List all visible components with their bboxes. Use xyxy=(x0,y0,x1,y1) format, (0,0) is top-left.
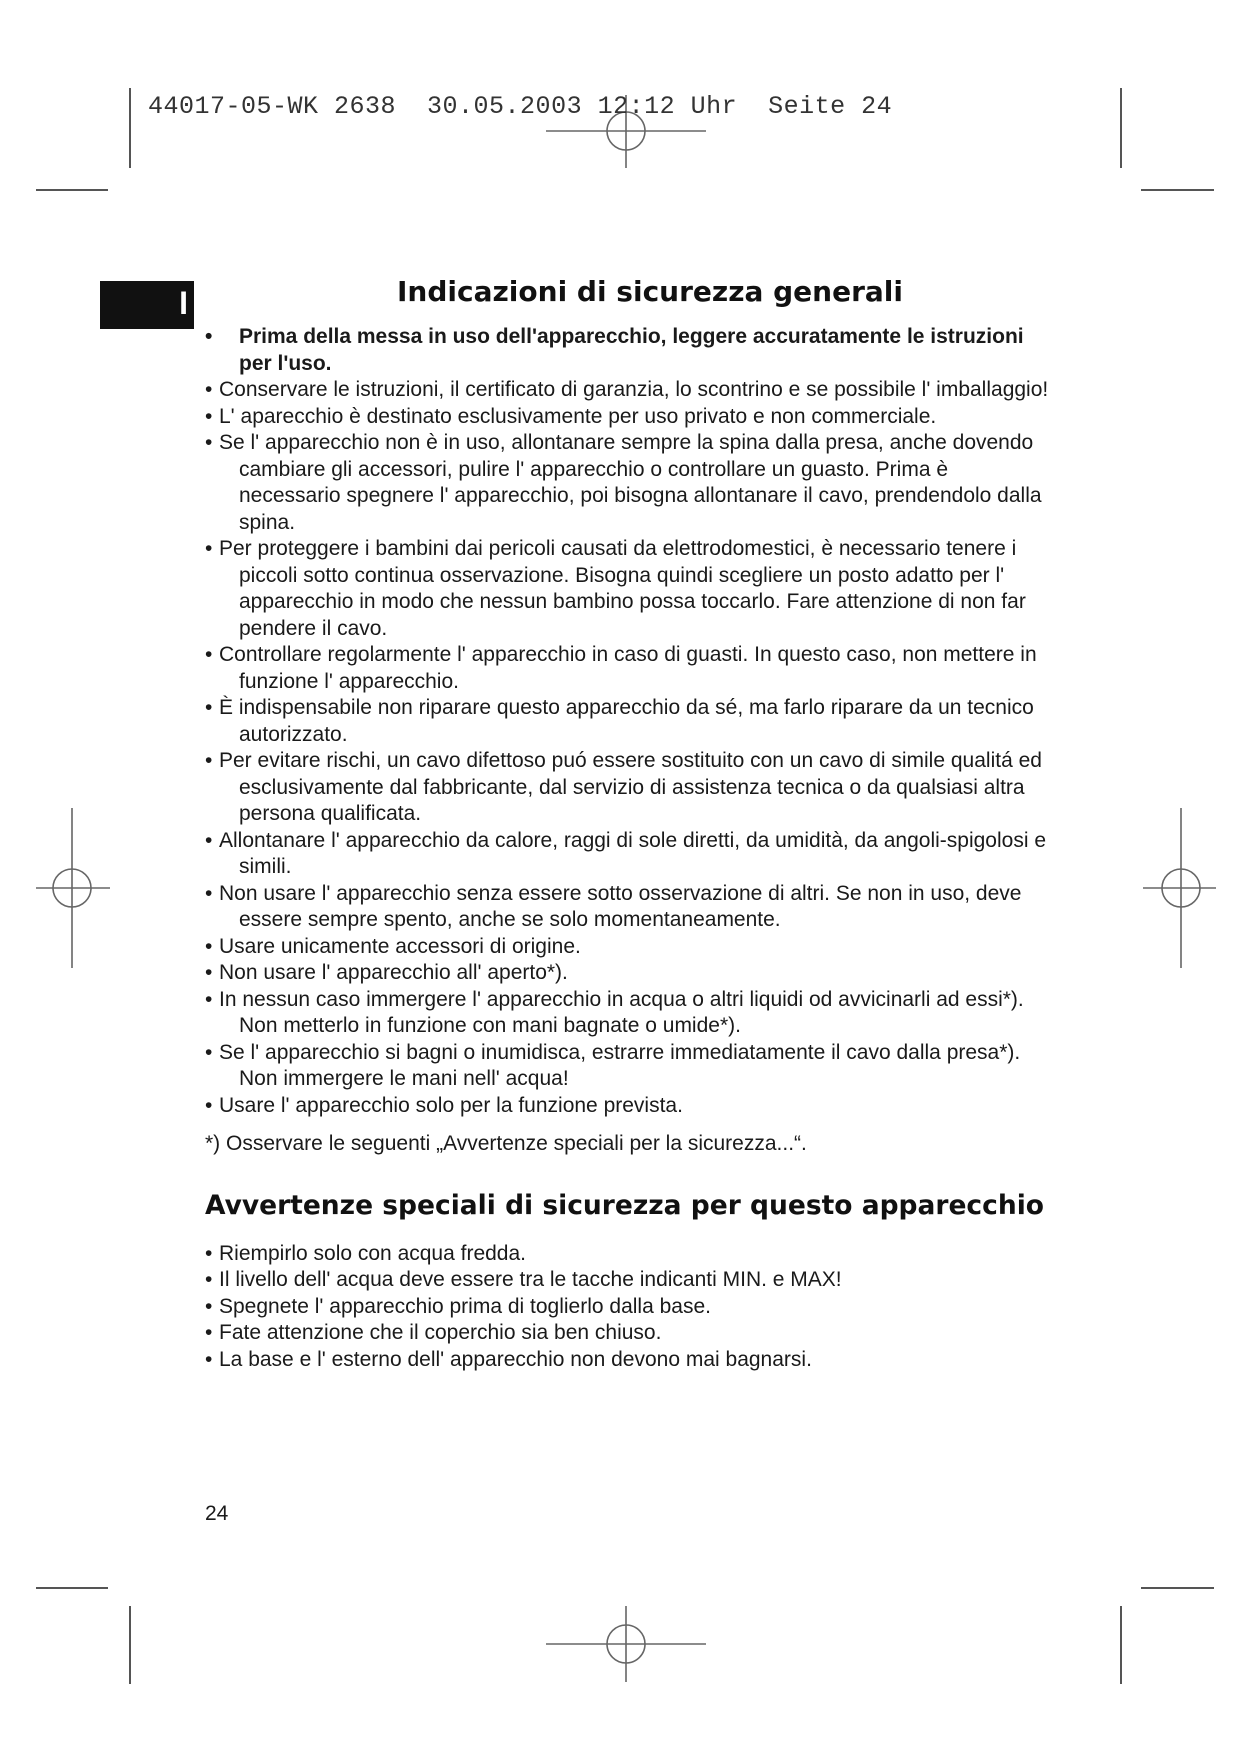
list-item: • Fate attenzione che il coperchio sia ben chiuso. xyxy=(205,1321,662,1344)
section-title-general-safety: Indicazioni di sicurezza generali xyxy=(397,275,903,308)
list-item: • L' aparecchio è destinato esclusivamente per uso privato e non commerciale. xyxy=(205,404,937,428)
special-warnings-list xyxy=(205,1241,1055,1374)
list-item: • È indispensabile non riparare questo apparecchio da sé, ma farlo riparare da un tecnico autorizzato. xyxy=(205,696,1034,746)
page-content xyxy=(205,275,1055,1373)
list-item: • Per proteggere i bambini dai pericoli causati da elettrodomestici, è necessario tenere i piccoli sotto continua osservazione. Bisogna quindi scegliere un posto adatto per l' apparecchio in modo che nessun bambino possa toccarlo. Fare attenzione di non far pendere il cavo. xyxy=(205,537,1026,640)
registration-mark-right xyxy=(1143,808,1216,968)
list-item: • La base e l' esterno dell' apparecchio non devono mai bagnarsi. xyxy=(205,1347,812,1371)
list-item: • In nessun caso immergere l' apparecchio in acqua o altri liquidi od avvicinarli ad essi*). Non metterlo in funzione con mani bagnate o umide*). xyxy=(205,987,1024,1037)
list-item: • Conservare le istruzioni, il certificato di garanzia, lo scontrino e se possibile l' imballaggio! xyxy=(205,378,1049,401)
language-tab xyxy=(100,281,194,329)
list-item: • Controllare regolarmente l' apparecchio in caso di guasti. In questo caso, non mettere in funzione l' apparecchio. xyxy=(205,643,1037,693)
list-item: • Spegnete l' apparecchio prima di toglierlo dalla base. xyxy=(205,1294,711,1318)
language-tab-label: I xyxy=(179,285,188,321)
list-item: • Il livello dell' acqua deve essere tra le tacche indicanti MIN. e MAX! xyxy=(205,1268,842,1291)
registration-mark-left xyxy=(36,808,110,968)
list-item: • Se l' apparecchio si bagni o inumidisca, estrarre immediatamente il cavo dalla presa*). Non immergere le mani nell' acqua! xyxy=(205,1040,1021,1090)
footnote-special-warnings: *) Osservare le seguenti „Avvertenze speciali per la sicurezza...“. xyxy=(205,1132,807,1155)
section-title-special-warnings: Avvertenze speciali di sicurezza per questo apparecchio xyxy=(205,1189,1045,1221)
list-item: • Per evitare rischi, un cavo difettoso puó essere sostituito con un cavo di simile qualitá ed esclusivamente dal fabbricante, dal servizio di assistenza tecnica o da qualsiasi altra persona qualificata. xyxy=(205,749,1042,825)
registration-mark-bottom xyxy=(546,1606,706,1682)
list-item: • Non usare l' apparecchio all' aperto*). xyxy=(205,961,568,984)
list-item: • Usare l' apparecchio solo per la funzione prevista. xyxy=(205,1093,683,1117)
list-item: • Allontanare l' apparecchio da calore, raggi di sole diretti, da umidità, da angoli-spigolosi e simili. xyxy=(205,828,1046,878)
print-slug-line: 44017-05-WK 2638 30.05.2003 12:12 Uhr Seite 24 xyxy=(148,92,893,121)
list-item: • Usare unicamente accessori di origine. xyxy=(205,934,581,958)
page-number: 24 xyxy=(205,1502,229,1525)
general-safety-list xyxy=(205,324,1055,1119)
list-item-intro: • Prima della messa in uso dell'apparecchio, leggere accuratamente le istruzioni per l'uso. xyxy=(205,325,1024,375)
list-item: • Se l' apparecchio non è in uso, allontanare sempre la spina dalla presa, anche dovendo cambiare gli accessori, pulire l' apparecchio o controllare un guasto. Prima è necessario spegnere l' apparecchio, poi bisogna allontanare il cavo, prendendolo dalla spina. xyxy=(205,431,1042,534)
list-item: • Riempirlo solo con acqua fredda. xyxy=(205,1241,527,1265)
list-item: • Non usare l' apparecchio senza essere sotto osservazione di altri. Se non in uso, deve essere sempre spento, anche se solo momentaneamente. xyxy=(205,881,1022,931)
